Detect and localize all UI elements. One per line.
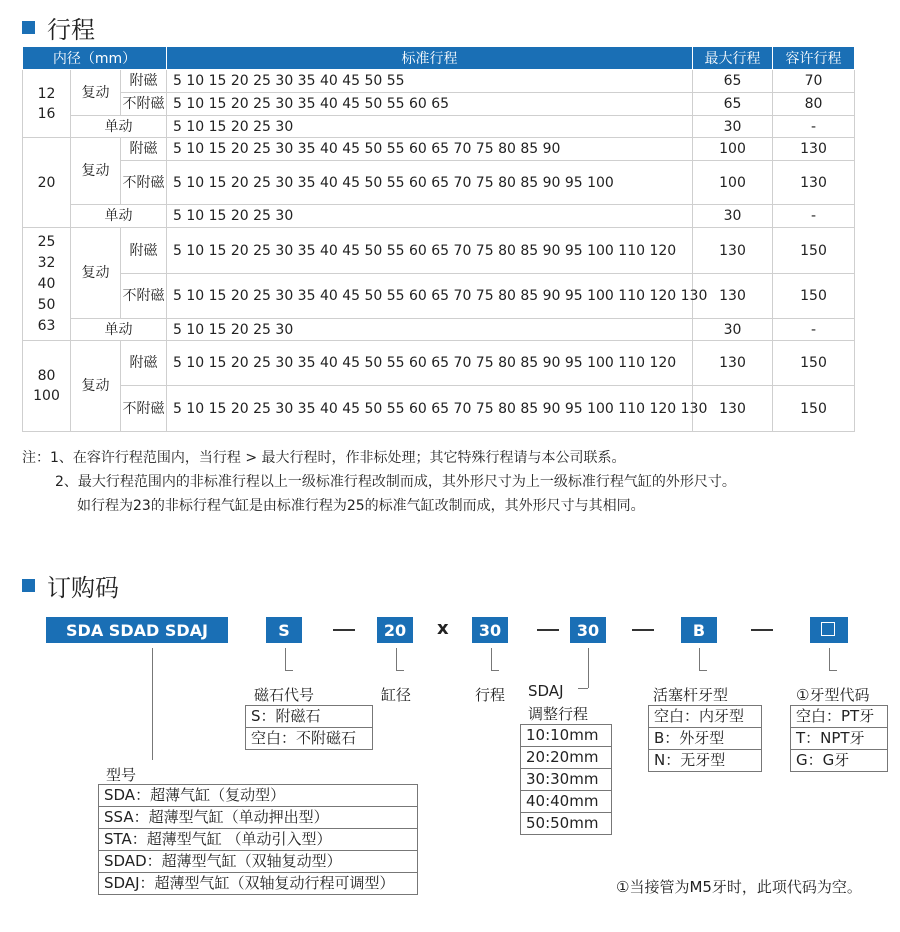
header-bore: 内径（mm）: [23, 47, 167, 70]
max-stroke: 65: [693, 70, 773, 93]
connector-line: [829, 670, 837, 671]
stroke-list: 5 10 15 20 25 30 35 40 45 50 55 60 65 70 75 80 85 90 95 100 110 120: [167, 228, 693, 274]
x-separator: x: [437, 618, 449, 639]
adjust-code-box: 30: [570, 617, 606, 643]
adjust-label: 调整行程: [528, 705, 589, 723]
connector-line: [699, 648, 700, 670]
list-item: 20:20mm: [521, 746, 611, 768]
stroke-list: 5 10 15 20 25 30 35 40 45 50 55: [167, 70, 693, 93]
section-marker-icon: [22, 21, 35, 34]
adjust-label-model: SDAJ: [528, 682, 564, 700]
action-cell: 单动: [71, 319, 167, 341]
max-stroke: 130: [693, 274, 773, 319]
max-stroke: 130: [693, 341, 773, 386]
stroke-notes: [22, 446, 736, 518]
table-row: [23, 116, 855, 138]
list-item: 空白：内牙型: [654, 707, 745, 725]
max-stroke: 100: [693, 161, 773, 205]
connector-line: [396, 648, 397, 670]
max-stroke: 130: [693, 386, 773, 432]
mag-cell: 不附磁: [121, 274, 167, 319]
stroke-section-title: 行程: [47, 16, 95, 44]
note-3: 如行程为23的非标行程气缸是由标准行程为25的标准气缸改制而成，其外形尺寸与其相同。: [77, 498, 645, 514]
max-stroke: 30: [693, 205, 773, 228]
table-row: [23, 138, 855, 161]
stroke-list: 5 10 15 20 25 30: [167, 319, 693, 341]
connector-line: [491, 670, 499, 671]
connector-line: [152, 648, 153, 760]
stroke-list: 5 10 15 20 25 30: [167, 205, 693, 228]
stroke-table-header: [23, 47, 855, 70]
connector-line: [491, 648, 492, 670]
max-stroke: 130: [693, 228, 773, 274]
type-options: [98, 784, 418, 895]
table-row: [23, 319, 855, 341]
action-cell: 复动: [71, 138, 121, 205]
allow-stroke: -: [773, 116, 855, 138]
list-item: G：G牙: [791, 749, 887, 771]
connector-line: [588, 648, 589, 688]
table-row: [23, 93, 855, 116]
connector-line: [396, 670, 404, 671]
section-marker-icon: [22, 579, 35, 592]
list-item: SDAD：超薄型气缸（双轴复动型）: [99, 850, 417, 872]
connector-line: [829, 648, 830, 670]
mag-cell: 附磁: [121, 138, 167, 161]
separator-dash: [537, 629, 559, 631]
action-cell: 单动: [71, 116, 167, 138]
order-section-header: [22, 568, 119, 603]
action-cell: 复动: [71, 228, 121, 319]
order-section-title: 订购码: [47, 574, 119, 602]
bore-label: 缸径: [381, 686, 412, 704]
action-cell: 单动: [71, 205, 167, 228]
table-row: [23, 205, 855, 228]
table-row: [23, 161, 855, 205]
separator-dash: [751, 629, 773, 631]
list-item: SDA：超薄气缸（复动型）: [104, 786, 286, 804]
allow-stroke: 150: [773, 386, 855, 432]
table-row: [23, 341, 855, 386]
mag-cell: 附磁: [121, 228, 167, 274]
connector-line: [699, 670, 707, 671]
max-stroke: 100: [693, 138, 773, 161]
mag-cell: 不附磁: [121, 161, 167, 205]
stroke-list: 5 10 15 20 25 30 35 40 45 50 55 60 65 70 75 80 85 90 95 100: [167, 161, 693, 205]
note-2: 2、最大行程范围内的非标准行程以上一级标准行程改制而成，其外形尺寸为上一级标准行程气缸的外形尺寸。: [55, 474, 736, 490]
bore-cell: 80 100: [23, 341, 71, 432]
type-label: 型号: [106, 766, 137, 784]
table-row: [23, 70, 855, 93]
bore-cell: 20: [23, 138, 71, 228]
list-item: 30:30mm: [521, 768, 611, 790]
allow-stroke: 80: [773, 93, 855, 116]
port-footnote: ①当接管为M5牙时，此项代码为空。: [616, 878, 862, 896]
allow-stroke: 70: [773, 70, 855, 93]
list-item: 40:40mm: [521, 790, 611, 812]
magnet-label: 磁石代号: [254, 686, 315, 704]
mag-cell: 附磁: [121, 341, 167, 386]
allow-stroke: 150: [773, 228, 855, 274]
port-thread-label: ①牙型代码: [796, 686, 870, 704]
action-cell: 复动: [71, 70, 121, 116]
list-item: 10:10mm: [526, 726, 599, 744]
stroke-table: [22, 46, 855, 432]
separator-dash: [333, 629, 355, 631]
header-allow: 容许行程: [773, 47, 855, 70]
stroke-list: 5 10 15 20 25 30 35 40 45 50 55 60 65 70 75 80 85 90 95 100 110 120 130: [167, 274, 693, 319]
adjust-options: [520, 724, 612, 835]
list-item: N：无牙型: [649, 749, 761, 771]
port-code-box: [810, 617, 848, 643]
header-standard: 标准行程: [167, 47, 693, 70]
thread-code-box: B: [681, 617, 717, 643]
list-item: 空白：不附磁石: [246, 727, 372, 749]
stroke-list: 5 10 15 20 25 30: [167, 116, 693, 138]
stroke-list: 5 10 15 20 25 30 35 40 45 50 55 60 65: [167, 93, 693, 116]
list-item: 空白：PT牙: [796, 707, 875, 725]
max-stroke: 65: [693, 93, 773, 116]
bore-code-box: 20: [377, 617, 413, 643]
stroke-list: 5 10 15 20 25 30 35 40 45 50 55 60 65 70 75 80 85 90: [167, 138, 693, 161]
max-stroke: 30: [693, 116, 773, 138]
stroke-code-box: 30: [472, 617, 508, 643]
bore-cell: 25 32 40 50 63: [23, 228, 71, 341]
allow-stroke: -: [773, 205, 855, 228]
port-thread-options: [790, 705, 888, 772]
model-code-box: SDA SDAD SDAJ: [46, 617, 228, 643]
stroke-list: 5 10 15 20 25 30 35 40 45 50 55 60 65 70 75 80 85 90 95 100 110 120: [167, 341, 693, 386]
list-item: SDAJ：超薄型气缸（双轴复动行程可调型）: [99, 872, 417, 894]
table-row: [23, 274, 855, 319]
table-row: [23, 386, 855, 432]
stroke-section-header: [22, 10, 95, 45]
connector-line: [285, 648, 286, 670]
magnet-code-box: S: [266, 617, 302, 643]
rod-thread-options: [648, 705, 762, 772]
allow-stroke: -: [773, 319, 855, 341]
mag-cell: 不附磁: [121, 93, 167, 116]
list-item: SSA：超薄型气缸（单动押出型）: [99, 806, 417, 828]
table-row: [23, 228, 855, 274]
rod-thread-label: 活塞杆牙型: [653, 686, 729, 704]
allow-stroke: 130: [773, 138, 855, 161]
action-cell: 复动: [71, 341, 121, 432]
allow-stroke: 130: [773, 161, 855, 205]
list-item: T：NPT牙: [791, 727, 887, 749]
bore-cell: 12 16: [23, 70, 71, 138]
stroke-list: 5 10 15 20 25 30 35 40 45 50 55 60 65 70 75 80 85 90 95 100 110 120 130: [167, 386, 693, 432]
allow-stroke: 150: [773, 341, 855, 386]
list-item: 50:50mm: [521, 812, 611, 834]
separator-dash: [632, 629, 654, 631]
allow-stroke: 150: [773, 274, 855, 319]
list-item: B：外牙型: [649, 727, 761, 749]
connector-line: [578, 688, 588, 689]
mag-cell: 附磁: [121, 70, 167, 93]
connector-line: [285, 670, 293, 671]
note-1: 注：1、在容许行程范围内，当行程 > 最大行程时，作非标处理；其它特殊行程请与本公司联系。: [22, 450, 626, 466]
max-stroke: 30: [693, 319, 773, 341]
empty-square-icon: [821, 622, 835, 636]
mag-cell: 不附磁: [121, 386, 167, 432]
magnet-options: [245, 705, 373, 750]
list-item: S：附磁石: [251, 707, 321, 725]
stroke-label: 行程: [475, 686, 506, 704]
list-item: STA：超薄型气缸 （单动引入型）: [99, 828, 417, 850]
header-max: 最大行程: [693, 47, 773, 70]
